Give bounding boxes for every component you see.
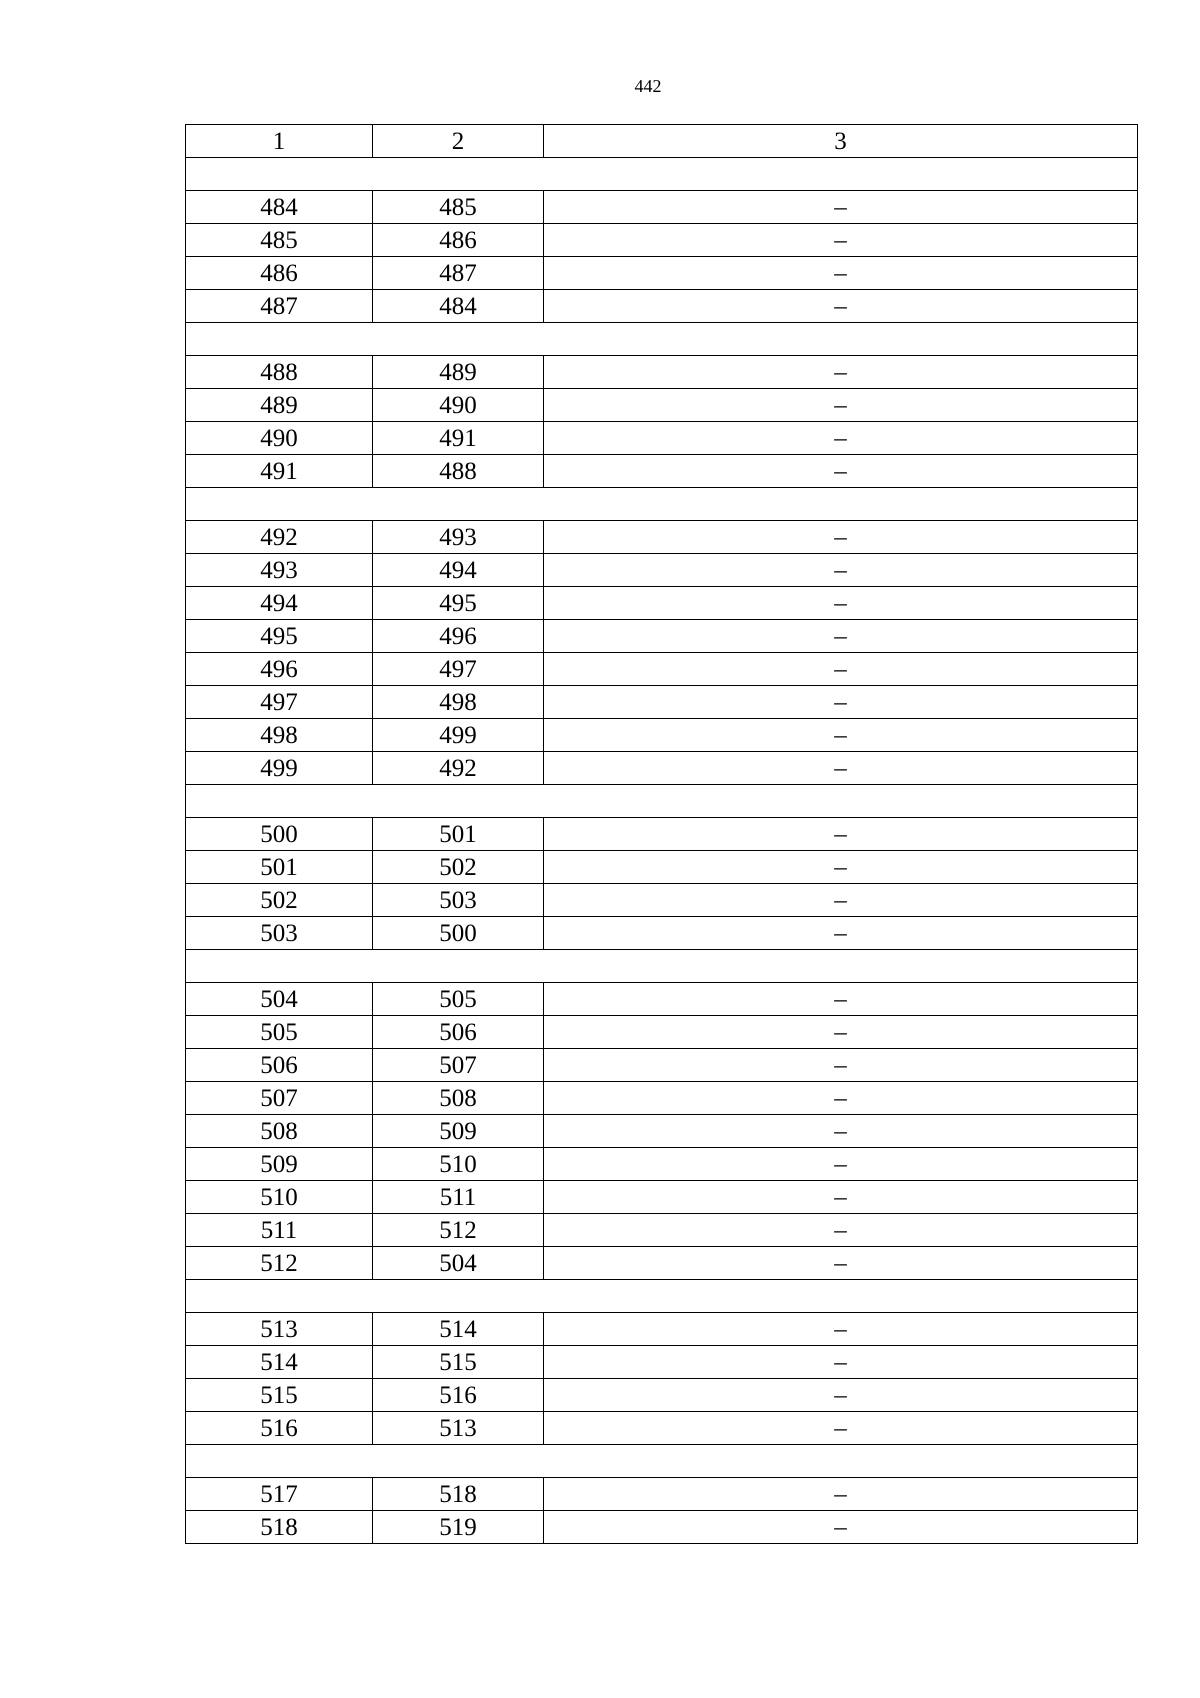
table-row xyxy=(186,1346,1138,1379)
header-cell-2: 2 xyxy=(373,125,544,158)
table-row xyxy=(186,884,1138,917)
table-row xyxy=(186,191,1138,224)
table-cell-col-3: – xyxy=(544,1082,1138,1115)
table-cell-col-1: 506 xyxy=(186,1049,373,1082)
table-cell-col-3: – xyxy=(544,587,1138,620)
table-cell-col-2: 500 xyxy=(373,917,544,950)
table-cell-col-2: 497 xyxy=(373,653,544,686)
table-cell-col-2: 519 xyxy=(373,1511,544,1544)
table-cell-col-3: – xyxy=(544,851,1138,884)
group-separator-row xyxy=(186,950,1138,983)
table-row xyxy=(186,356,1138,389)
group-separator-cell xyxy=(186,785,1138,818)
table-cell-col-3: – xyxy=(544,719,1138,752)
table-cell-col-1: 503 xyxy=(186,917,373,950)
table-cell-col-1: 489 xyxy=(186,389,373,422)
table-cell-col-3: – xyxy=(544,686,1138,719)
table-row xyxy=(186,1412,1138,1445)
table-cell-col-1: 512 xyxy=(186,1247,373,1280)
table-row xyxy=(186,1247,1138,1280)
table-row xyxy=(186,1181,1138,1214)
table-cell-col-3: – xyxy=(544,389,1138,422)
table-cell-col-3: – xyxy=(544,422,1138,455)
header-row xyxy=(186,125,1138,158)
table-cell-col-1: 496 xyxy=(186,653,373,686)
table-row xyxy=(186,587,1138,620)
table-cell-col-3: – xyxy=(544,1181,1138,1214)
table-cell-col-2: 495 xyxy=(373,587,544,620)
table-cell-col-3: – xyxy=(544,554,1138,587)
table-cell-col-3: – xyxy=(544,1478,1138,1511)
table-cell-col-3: – xyxy=(544,356,1138,389)
table-row xyxy=(186,1313,1138,1346)
table-cell-col-3: – xyxy=(544,1049,1138,1082)
table-cell-col-3: – xyxy=(544,1247,1138,1280)
group-separator-row xyxy=(186,1445,1138,1478)
table-cell-col-1: 516 xyxy=(186,1412,373,1445)
table-row xyxy=(186,422,1138,455)
table-cell-col-1: 485 xyxy=(186,224,373,257)
group-separator-row xyxy=(186,488,1138,521)
table-cell-col-1: 486 xyxy=(186,257,373,290)
table-cell-col-2: 499 xyxy=(373,719,544,752)
table-cell-col-2: 496 xyxy=(373,620,544,653)
table-row xyxy=(186,554,1138,587)
group-separator-row xyxy=(186,1280,1138,1313)
table-cell-col-3: – xyxy=(544,653,1138,686)
table-row xyxy=(186,719,1138,752)
table-cell-col-2: 498 xyxy=(373,686,544,719)
table-row xyxy=(186,1379,1138,1412)
table-cell-col-1: 517 xyxy=(186,1478,373,1511)
table-cell-col-3: – xyxy=(544,1115,1138,1148)
group-separator-cell xyxy=(186,1280,1138,1313)
table-cell-col-3: – xyxy=(544,1346,1138,1379)
table-cell-col-1: 513 xyxy=(186,1313,373,1346)
table-row xyxy=(186,752,1138,785)
table-row xyxy=(186,1049,1138,1082)
table-row xyxy=(186,686,1138,719)
table-cell-col-3: – xyxy=(544,521,1138,554)
group-separator-row xyxy=(186,158,1138,191)
table-cell-col-2: 513 xyxy=(373,1412,544,1445)
table-cell-col-2: 506 xyxy=(373,1016,544,1049)
table-cell-col-2: 518 xyxy=(373,1478,544,1511)
table-cell-col-3: – xyxy=(544,818,1138,851)
table-cell-col-3: – xyxy=(544,1511,1138,1544)
table-cell-col-2: 493 xyxy=(373,521,544,554)
table-body xyxy=(186,125,1138,1544)
data-table xyxy=(185,124,1138,1544)
table-cell-col-2: 514 xyxy=(373,1313,544,1346)
table-cell-col-3: – xyxy=(544,1148,1138,1181)
group-separator-cell xyxy=(186,488,1138,521)
table-cell-col-3: – xyxy=(544,884,1138,917)
table-cell-col-1: 502 xyxy=(186,884,373,917)
table-cell-col-1: 494 xyxy=(186,587,373,620)
table-cell-col-2: 504 xyxy=(373,1247,544,1280)
header-cell-3: 3 xyxy=(544,125,1138,158)
table-cell-col-3: – xyxy=(544,290,1138,323)
table-cell-col-2: 512 xyxy=(373,1214,544,1247)
table-row xyxy=(186,290,1138,323)
table-cell-col-3: – xyxy=(544,752,1138,785)
table-cell-col-1: 505 xyxy=(186,1016,373,1049)
table-cell-col-2: 488 xyxy=(373,455,544,488)
table-cell-col-3: – xyxy=(544,191,1138,224)
table-cell-col-1: 493 xyxy=(186,554,373,587)
table-row xyxy=(186,818,1138,851)
table-row xyxy=(186,521,1138,554)
table-row xyxy=(186,1016,1138,1049)
table-cell-col-1: 499 xyxy=(186,752,373,785)
table-cell-col-2: 509 xyxy=(373,1115,544,1148)
group-separator-cell xyxy=(186,158,1138,191)
table-cell-col-1: 490 xyxy=(186,422,373,455)
table-cell-col-2: 503 xyxy=(373,884,544,917)
table-cell-col-3: – xyxy=(544,1214,1138,1247)
table-cell-col-2: 516 xyxy=(373,1379,544,1412)
table-cell-col-2: 511 xyxy=(373,1181,544,1214)
table-cell-col-2: 487 xyxy=(373,257,544,290)
table-cell-col-3: – xyxy=(544,1379,1138,1412)
table-cell-col-2: 485 xyxy=(373,191,544,224)
table-cell-col-2: 494 xyxy=(373,554,544,587)
table-cell-col-3: – xyxy=(544,257,1138,290)
table-row xyxy=(186,1214,1138,1247)
table-cell-col-2: 492 xyxy=(373,752,544,785)
table-cell-col-3: – xyxy=(544,917,1138,950)
page-number: 442 xyxy=(634,76,662,96)
group-separator-row xyxy=(186,785,1138,818)
table-cell-col-2: 502 xyxy=(373,851,544,884)
table-cell-col-1: 491 xyxy=(186,455,373,488)
table-cell-col-2: 490 xyxy=(373,389,544,422)
table-cell-col-2: 491 xyxy=(373,422,544,455)
table-row xyxy=(186,257,1138,290)
table-row xyxy=(186,224,1138,257)
table-cell-col-2: 510 xyxy=(373,1148,544,1181)
table-cell-col-1: 518 xyxy=(186,1511,373,1544)
table-cell-col-1: 514 xyxy=(186,1346,373,1379)
table-cell-col-1: 501 xyxy=(186,851,373,884)
table-row xyxy=(186,917,1138,950)
table-cell-col-3: – xyxy=(544,1313,1138,1346)
table-cell-col-1: 511 xyxy=(186,1214,373,1247)
table-row xyxy=(186,1082,1138,1115)
table-row xyxy=(186,389,1138,422)
group-separator-cell xyxy=(186,1445,1138,1478)
table-row xyxy=(186,1115,1138,1148)
table-cell-col-2: 505 xyxy=(373,983,544,1016)
table-cell-col-2: 515 xyxy=(373,1346,544,1379)
table-cell-col-1: 500 xyxy=(186,818,373,851)
table-cell-col-1: 509 xyxy=(186,1148,373,1181)
table-row xyxy=(186,983,1138,1016)
group-separator-cell xyxy=(186,323,1138,356)
table-cell-col-1: 495 xyxy=(186,620,373,653)
table-cell-col-1: 515 xyxy=(186,1379,373,1412)
table-cell-col-1: 488 xyxy=(186,356,373,389)
table-cell-col-1: 487 xyxy=(186,290,373,323)
table-cell-col-2: 484 xyxy=(373,290,544,323)
table-cell-col-1: 497 xyxy=(186,686,373,719)
table-row xyxy=(186,455,1138,488)
table-cell-col-2: 501 xyxy=(373,818,544,851)
table-cell-col-2: 489 xyxy=(373,356,544,389)
table-cell-col-1: 492 xyxy=(186,521,373,554)
table-cell-col-1: 510 xyxy=(186,1181,373,1214)
group-separator-cell xyxy=(186,950,1138,983)
table-cell-col-2: 508 xyxy=(373,1082,544,1115)
table-cell-col-3: – xyxy=(544,620,1138,653)
header-cell-1: 1 xyxy=(186,125,373,158)
table-cell-col-3: – xyxy=(544,1016,1138,1049)
table-row xyxy=(186,851,1138,884)
table-row xyxy=(186,1511,1138,1544)
group-separator-row xyxy=(186,323,1138,356)
table-cell-col-3: – xyxy=(544,983,1138,1016)
table-row xyxy=(186,1148,1138,1181)
table-cell-col-1: 507 xyxy=(186,1082,373,1115)
table-cell-col-1: 504 xyxy=(186,983,373,1016)
table-row xyxy=(186,620,1138,653)
table-cell-col-3: – xyxy=(544,1412,1138,1445)
table-cell-col-2: 486 xyxy=(373,224,544,257)
table-cell-col-1: 484 xyxy=(186,191,373,224)
table-cell-col-1: 498 xyxy=(186,719,373,752)
table-cell-col-3: – xyxy=(544,455,1138,488)
table-cell-col-3: – xyxy=(544,224,1138,257)
table-cell-col-1: 508 xyxy=(186,1115,373,1148)
table-cell-col-2: 507 xyxy=(373,1049,544,1082)
table-row xyxy=(186,1478,1138,1511)
table-row xyxy=(186,653,1138,686)
